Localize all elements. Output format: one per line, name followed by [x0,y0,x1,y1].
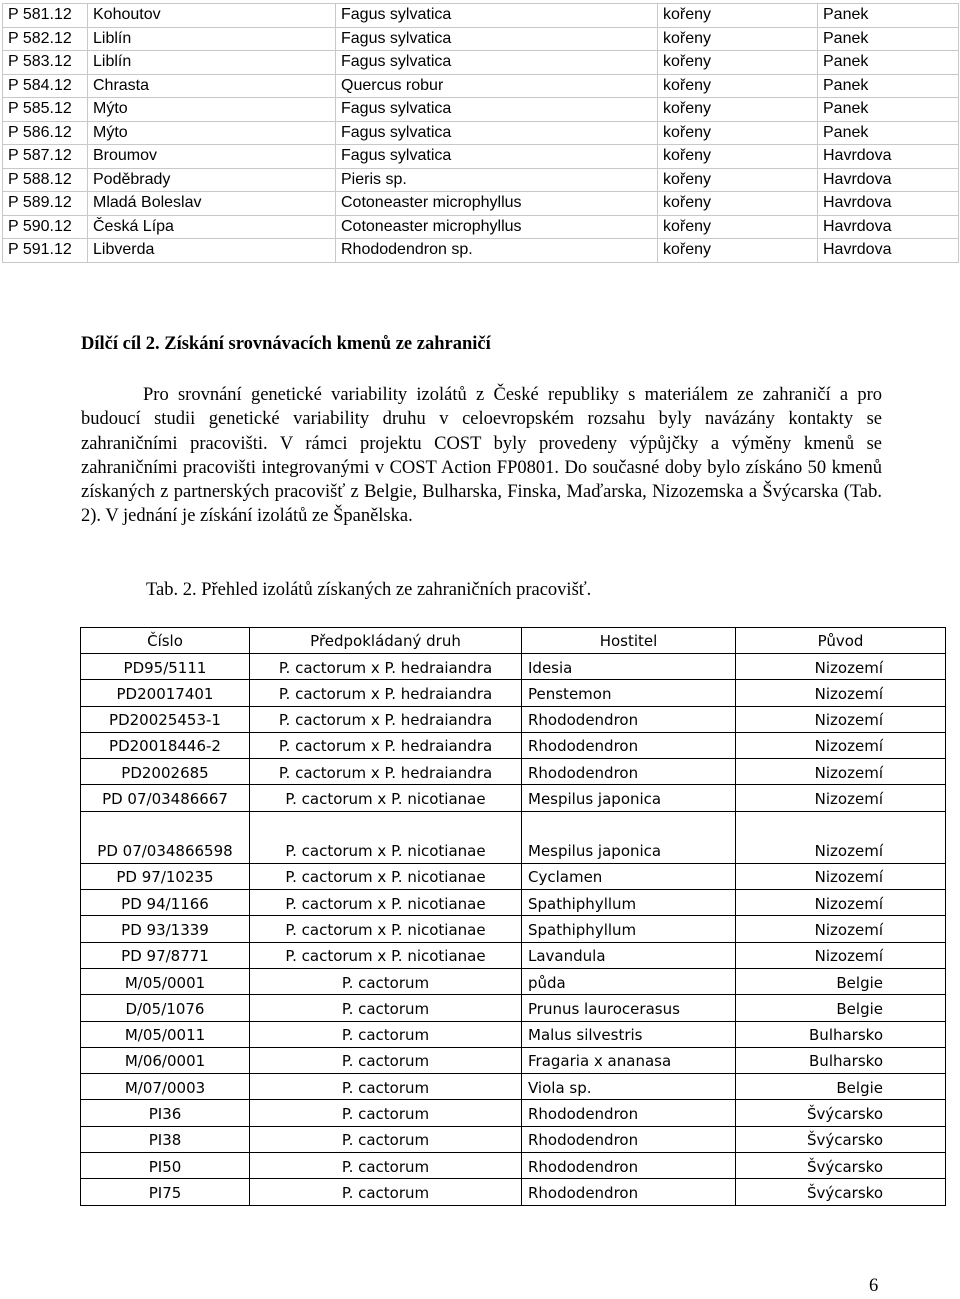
table-row [3,98,959,122]
origin-cell: Švýcarsko [736,1100,946,1126]
collector-cell: Panek [818,98,959,122]
host-cell: Rhododendron [522,732,736,758]
host-cell: Malus silvestris [522,1021,736,1047]
origin-cell: Nizozemí [736,863,946,889]
sample-code-cell: P 581.12 [3,4,88,28]
host-cell: Fragaria x ananasa [522,1047,736,1073]
species-cell: P. cactorum x P. nicotianae [250,890,522,916]
body-paragraph [81,383,882,529]
host-cell: Lavandula [522,942,736,968]
header-druh: Předpokládaný druh [250,628,522,654]
sample-code-cell: P 583.12 [3,51,88,75]
paragraph-text: Pro srovnání genetické variability izolátů z České republiky s materiálem ze zahraničí a pro budoucí studii genetické variability druhu v celoevropském rozsahu byly navázány kontakty se zahraničními pracovišti. V rámci projektu COST byly provedeny výpůjčky a výměny kmenů se zahraničními pracovišti integrovanými v COST Action FP0801. Do současné doby bylo získáno 50 kmenů získaných z partnerských pracovišť z Belgie, Bulharska, Finska, Maďarska, Nizozemska a Švýcarska (Tab. 2). V jednání je získání izolátů ze Španělska. [81,385,882,527]
isolate-number-cell: PD 97/8771 [81,942,250,968]
host-cell: Rhododendron [522,706,736,732]
material-cell: kořeny [658,4,818,28]
isolate-number-cell: PD 93/1339 [81,916,250,942]
host-cell: Spathiphyllum [522,890,736,916]
isolate-number-cell: PD95/5111 [81,654,250,680]
locality-cell: Broumov [88,145,336,169]
host-species-cell: Fagus sylvatica [336,145,658,169]
origin-cell: Nizozemí [736,890,946,916]
species-cell: P. cactorum [250,995,522,1021]
origin-cell: Švýcarsko [736,1179,946,1205]
table-row [3,192,959,216]
table-row [3,121,959,145]
host-cell: půda [522,968,736,994]
locality-cell: Česká Lípa [88,215,336,239]
origin-cell: Švýcarsko [736,1126,946,1152]
collector-cell: Panek [818,27,959,51]
species-cell: P. cactorum x P. nicotianae [250,942,522,968]
section-heading: Dílčí cíl 2. Získání srovnávacích kmenů ze zahraničí [81,334,491,354]
origin-cell: Nizozemí [736,759,946,785]
samples-table [2,3,959,263]
host-cell: Rhododendron [522,759,736,785]
table-row [81,785,946,811]
origin-cell: Nizozemí [736,785,946,811]
isolate-number-cell: PD 07/034866598 [81,811,250,863]
host-species-cell: Fagus sylvatica [336,4,658,28]
locality-cell: Mladá Boleslav [88,192,336,216]
origin-cell: Nizozemí [736,942,946,968]
table-row [81,1021,946,1047]
material-cell: kořeny [658,215,818,239]
table-row [81,863,946,889]
host-cell: Rhododendron [522,1126,736,1152]
table-row [3,51,959,75]
isolate-number-cell: PD20018446-2 [81,732,250,758]
species-cell: P. cactorum [250,968,522,994]
origin-cell: Nizozemí [736,706,946,732]
material-cell: kořeny [658,168,818,192]
table-row [3,145,959,169]
host-cell: Spathiphyllum [522,916,736,942]
isolate-number-cell: PI50 [81,1153,250,1179]
species-cell: P. cactorum x P. hedraiandra [250,654,522,680]
origin-cell: Belgie [736,1074,946,1100]
isolate-number-cell: M/06/0001 [81,1047,250,1073]
table-row [81,890,946,916]
species-cell: P. cactorum [250,1126,522,1152]
sample-code-cell: P 589.12 [3,192,88,216]
table-row [81,759,946,785]
host-species-cell: Cotoneaster microphyllus [336,215,658,239]
species-cell: P. cactorum [250,1153,522,1179]
header-cislo: Číslo [81,628,250,654]
isolates-table [80,627,946,1206]
host-cell: Mespilus japonica [522,811,736,863]
table-row [3,4,959,28]
table-row [81,680,946,706]
host-species-cell: Quercus robur [336,74,658,98]
header-puvod: Původ [736,628,946,654]
isolate-number-cell: M/07/0003 [81,1074,250,1100]
species-cell: P. cactorum x P. nicotianae [250,863,522,889]
collector-cell: Panek [818,121,959,145]
collector-cell: Havrdova [818,239,959,263]
sample-code-cell: P 590.12 [3,215,88,239]
isolate-number-cell: PI36 [81,1100,250,1126]
sample-code-cell: P 586.12 [3,121,88,145]
species-cell: P. cactorum x P. nicotianae [250,811,522,863]
table-row [81,811,946,863]
species-cell: P. cactorum [250,1047,522,1073]
species-cell: P. cactorum [250,1074,522,1100]
table-row [3,27,959,51]
species-cell: P. cactorum x P. hedraiandra [250,706,522,732]
host-cell: Rhododendron [522,1100,736,1126]
locality-cell: Libverda [88,239,336,263]
table-row [81,732,946,758]
sample-code-cell: P 584.12 [3,74,88,98]
isolates-header-row [81,628,946,654]
locality-cell: Chrasta [88,74,336,98]
sample-code-cell: P 585.12 [3,98,88,122]
table-row [81,1047,946,1073]
table-row [81,1126,946,1152]
collector-cell: Panek [818,4,959,28]
table-row [3,239,959,263]
isolate-number-cell: PD20025453-1 [81,706,250,732]
species-cell: P. cactorum [250,1100,522,1126]
locality-cell: Liblín [88,27,336,51]
origin-cell: Bulharsko [736,1047,946,1073]
host-species-cell: Rhododendron sp. [336,239,658,263]
isolate-number-cell: PI75 [81,1179,250,1205]
host-cell: Viola sp. [522,1074,736,1100]
material-cell: kořeny [658,27,818,51]
isolate-number-cell: PD20017401 [81,680,250,706]
material-cell: kořeny [658,74,818,98]
isolate-number-cell: PD 94/1166 [81,890,250,916]
origin-cell: Nizozemí [736,680,946,706]
host-cell: Cyclamen [522,863,736,889]
header-hostitel: Hostitel [522,628,736,654]
table-row [81,942,946,968]
table-row [81,654,946,680]
origin-cell: Švýcarsko [736,1153,946,1179]
host-species-cell: Cotoneaster microphyllus [336,192,658,216]
locality-cell: Poděbrady [88,168,336,192]
collector-cell: Havrdova [818,145,959,169]
locality-cell: Mýto [88,98,336,122]
collector-cell: Panek [818,51,959,75]
host-species-cell: Fagus sylvatica [336,51,658,75]
isolate-number-cell: M/05/0011 [81,1021,250,1047]
species-cell: P. cactorum [250,1021,522,1047]
isolate-number-cell: PI38 [81,1126,250,1152]
table-row [81,706,946,732]
table-row [81,1179,946,1205]
origin-cell: Bulharsko [736,1021,946,1047]
locality-cell: Mýto [88,121,336,145]
origin-cell: Nizozemí [736,654,946,680]
host-species-cell: Pieris sp. [336,168,658,192]
table-row [81,1100,946,1126]
table-row [3,74,959,98]
species-cell: P. cactorum x P. hedraiandra [250,680,522,706]
isolate-number-cell: PD 07/03486667 [81,785,250,811]
origin-cell: Belgie [736,968,946,994]
material-cell: kořeny [658,239,818,263]
sample-code-cell: P 582.12 [3,27,88,51]
isolate-number-cell: D/05/1076 [81,995,250,1021]
host-species-cell: Fagus sylvatica [336,121,658,145]
host-cell: Mespilus japonica [522,785,736,811]
locality-cell: Kohoutov [88,4,336,28]
host-cell: Idesia [522,654,736,680]
table-row [81,1074,946,1100]
material-cell: kořeny [658,98,818,122]
table-row [3,168,959,192]
host-cell: Rhododendron [522,1179,736,1205]
table-row [81,968,946,994]
origin-cell: Belgie [736,995,946,1021]
species-cell: P. cactorum x P. hedraiandra [250,732,522,758]
collector-cell: Havrdova [818,192,959,216]
locality-cell: Liblín [88,51,336,75]
page-number: 6 [869,1276,879,1296]
table-row [3,215,959,239]
species-cell: P. cactorum [250,1179,522,1205]
sample-code-cell: P 587.12 [3,145,88,169]
material-cell: kořeny [658,145,818,169]
host-cell: Rhododendron [522,1153,736,1179]
origin-cell: Nizozemí [736,811,946,863]
isolate-number-cell: M/05/0001 [81,968,250,994]
isolate-number-cell: PD2002685 [81,759,250,785]
host-cell: Penstemon [522,680,736,706]
material-cell: kořeny [658,51,818,75]
collector-cell: Havrdova [818,168,959,192]
table-caption: Tab. 2. Přehled izolátů získaných ze zahraničních pracovišť. [146,580,592,600]
material-cell: kořeny [658,121,818,145]
host-species-cell: Fagus sylvatica [336,98,658,122]
host-species-cell: Fagus sylvatica [336,27,658,51]
collector-cell: Havrdova [818,215,959,239]
host-cell: Prunus laurocerasus [522,995,736,1021]
origin-cell: Nizozemí [736,732,946,758]
collector-cell: Panek [818,74,959,98]
species-cell: P. cactorum x P. nicotianae [250,785,522,811]
table-row [81,916,946,942]
isolate-number-cell: PD 97/10235 [81,863,250,889]
sample-code-cell: P 591.12 [3,239,88,263]
origin-cell: Nizozemí [736,916,946,942]
table-row [81,995,946,1021]
material-cell: kořeny [658,192,818,216]
sample-code-cell: P 588.12 [3,168,88,192]
species-cell: P. cactorum x P. hedraiandra [250,759,522,785]
table-row [81,1153,946,1179]
species-cell: P. cactorum x P. nicotianae [250,916,522,942]
